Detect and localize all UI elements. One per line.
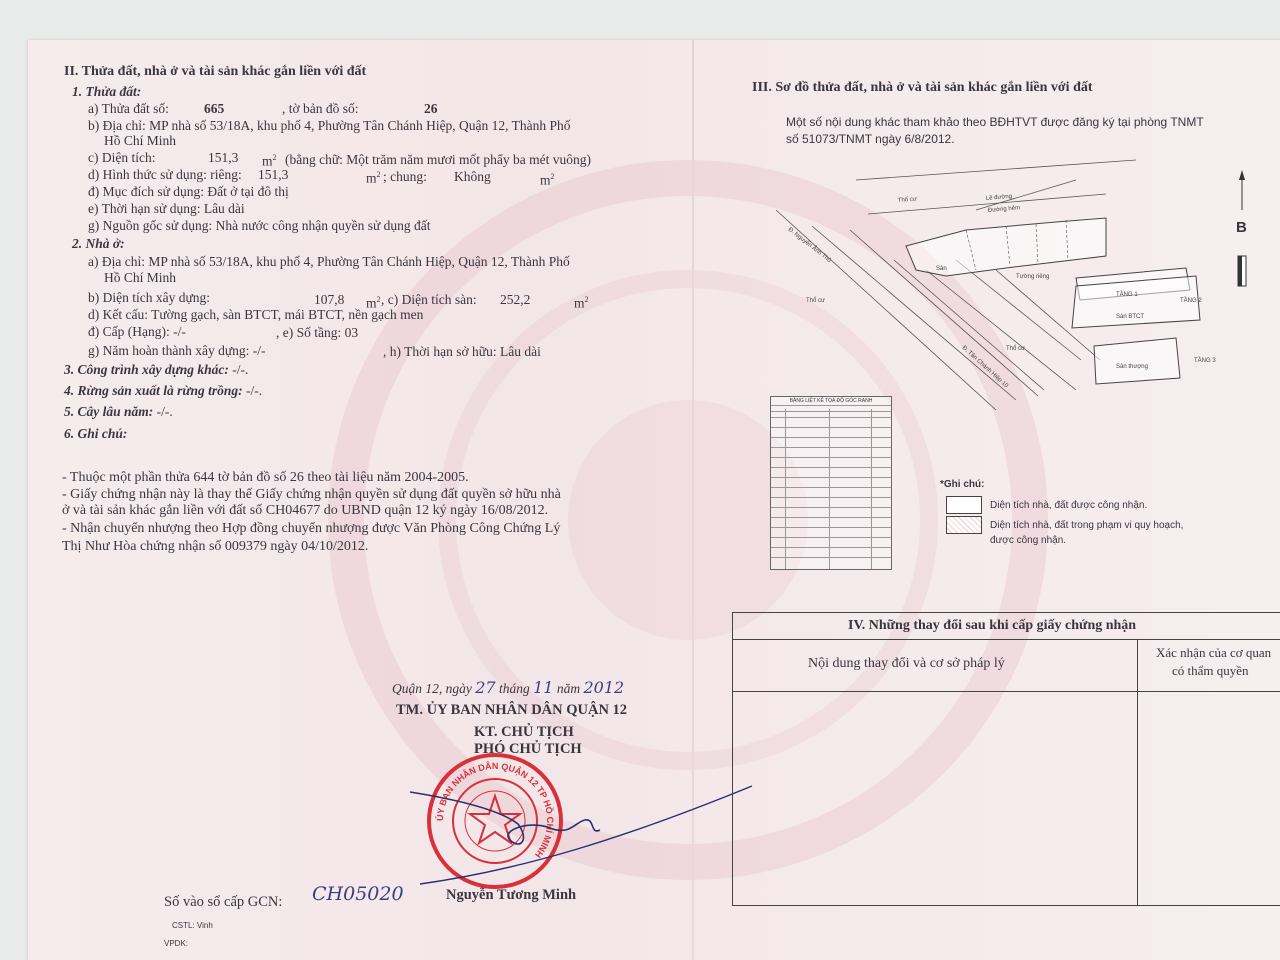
house-address-line2: Hồ Chí Minh xyxy=(104,270,177,285)
section-iii-title: III. Sơ đồ thửa đất, nhà ở và tài sản khác gắn liền với đất xyxy=(752,80,1093,95)
house-grade: đ) Cấp (Hạng): -/- xyxy=(88,324,186,339)
coord-row xyxy=(771,457,891,458)
road-label: Đ. Nguyễn Ảnh Thủ xyxy=(786,226,832,264)
coord-row xyxy=(771,507,891,508)
north-letter: B xyxy=(1236,219,1247,236)
item-4 xyxy=(64,383,262,399)
coord-row xyxy=(771,447,891,448)
sign-day: 27 xyxy=(475,678,496,697)
land-heading: 1. Thửa đất: xyxy=(72,84,142,99)
build-area-unit-text: m xyxy=(366,295,377,311)
build-area-unit: $m^2$ xyxy=(366,295,381,311)
coord-row xyxy=(771,411,891,412)
changes-title: IV. Những thay đổi sau khi cấp giấy chứng nhận xyxy=(848,618,1137,633)
floor-slab-label: Sàn BTCT xyxy=(1116,314,1145,320)
land-area-label: c) Diện tích: xyxy=(88,150,156,165)
item-6: 6. Ghi chú: xyxy=(64,426,128,441)
coordinate-table xyxy=(770,396,892,570)
coord-row xyxy=(771,477,891,478)
floor-3-label: TẦNG 3 xyxy=(1194,358,1216,364)
cstl-note: CSTL: Vinh xyxy=(172,921,213,930)
usage-form-label: d) Hình thức sử dụng: riêng: xyxy=(88,167,242,182)
cert-number-label: Số vào sổ cấp GCN: xyxy=(164,894,283,910)
coord-row xyxy=(771,537,891,538)
usage-form-unit: $m^2$ xyxy=(366,170,381,186)
land-number-label: a) Thửa đất số: xyxy=(88,101,169,116)
changes-col-content: Nội dung thay đổi và cơ sở pháp lý xyxy=(808,656,1005,671)
usage-shared-label: ; chung: xyxy=(383,169,427,184)
sign-date xyxy=(392,680,624,697)
land-area-unit: $m^2$ xyxy=(262,153,277,169)
coord-col xyxy=(785,409,786,569)
changes-header-line xyxy=(733,639,1280,640)
house-address-line1: a) Địa chỉ: MP nhà số 53/18A, khu phố 4, Phường Tân Chánh Hiệp, Quận 12, Thành Phố xyxy=(88,254,570,269)
land-use-label: Thổ cư xyxy=(1006,346,1026,352)
coord-row xyxy=(771,517,891,518)
land-area-value: 151,3 xyxy=(208,150,239,165)
legend-box-planning xyxy=(946,516,982,534)
changes-col-confirm-2: có thẩm quyền xyxy=(1172,663,1249,678)
floor-area-unit-text: m xyxy=(574,295,585,311)
item-3-label: 3. Công trình xây dựng khác: xyxy=(64,362,229,377)
land-address-line1: b) Địa chỉ: MP nhà số 53/18A, khu phố 4, Phường Tân Chánh Hiệp, Quận 12, Thành Phố xyxy=(88,118,571,133)
signer-name: Nguyễn Tương Minh xyxy=(446,887,577,903)
cert-number-value: CH05020 xyxy=(312,883,404,905)
coord-row xyxy=(771,417,891,418)
map-sheet-label: , tờ bản đồ số: xyxy=(282,101,359,116)
build-area-value: 107,8 xyxy=(314,292,345,307)
vpdk-note: VPDK: xyxy=(164,939,189,948)
legend-box-recognized xyxy=(946,496,982,514)
floor-2-label: TẦNG 2 xyxy=(1180,298,1202,304)
road-label: Thổ cư xyxy=(897,196,918,204)
rooftop-label: Sân thượng xyxy=(1116,364,1148,370)
coord-row xyxy=(771,527,891,528)
land-address-line2: Hồ Chí Minh xyxy=(104,133,177,148)
road-label: Đường hẻm xyxy=(987,205,1021,214)
build-area-label: b) Diện tích xây dựng: xyxy=(88,290,211,305)
seal-text: ỦY BAN NHÂN DÂN QUẬN 12 TP HỒ CHÍ MINH xyxy=(434,760,556,860)
floor-count: , e) Số tầng: 03 xyxy=(276,325,359,340)
changes-col-confirm-1: Xác nhận của cơ quan xyxy=(1156,645,1272,660)
coord-row xyxy=(771,427,891,428)
coordinate-table-title: BẢNG LIỆT KÊ TỌA ĐỘ GÓC RANH xyxy=(789,398,873,404)
sign-month-label: tháng xyxy=(498,681,530,696)
note-line: Thị Như Hòa chứng nhận số 009379 ngày 04/10/2012. xyxy=(62,539,369,554)
sign-kt: KT. CHỦ TỊCH xyxy=(474,724,574,740)
wall-label: Tường riêng xyxy=(1016,274,1050,280)
coord-col xyxy=(829,409,830,569)
sign-org: TM. ỦY BAN NHÂN DÂN QUẬN 12 xyxy=(396,702,628,718)
legend-text-recognized: Diện tích nhà, đất được công nhận. xyxy=(990,500,1148,511)
item-5-value: -/-. xyxy=(156,404,173,419)
item-3-value: -/-. xyxy=(232,362,249,377)
land-area-text: (bằng chữ: Một trăm năm mươi mốt phẩy ba mét vuông) xyxy=(285,152,591,167)
map-sheet-value: 26 xyxy=(424,101,438,116)
land-area-unit-text: m xyxy=(262,153,273,169)
coord-row xyxy=(771,497,891,498)
reference-line2: số 51073/TNMT ngày 6/8/2012. xyxy=(786,132,955,146)
coord-row xyxy=(771,557,891,558)
note-line: ở và tài sản khác gắn liền với đất số CH04677 do UBND quận 12 ký ngày 16/08/2012. xyxy=(62,503,549,518)
coord-row xyxy=(771,547,891,548)
completion-year: g) Năm hoàn thành xây dựng: -/- xyxy=(88,343,266,358)
legend-text-planning-2: được công nhận. xyxy=(990,535,1067,546)
floor-area-value: 252,2 xyxy=(500,292,531,307)
usage-shared-unit: $m^2$ xyxy=(540,172,555,188)
sign-role: PHÓ CHỦ TỊCH xyxy=(474,741,582,757)
usage-purpose: đ) Mục đích sử dụng: Đất ở tại đô thị xyxy=(88,184,289,199)
legend-title: *Ghi chú: xyxy=(940,479,985,490)
floor-area-unit: $m^2$ xyxy=(574,295,589,311)
land-use-label: Sân xyxy=(936,266,947,272)
usage-shared-value: Không xyxy=(454,169,491,184)
coord-row xyxy=(771,405,891,406)
land-number-value: 665 xyxy=(204,101,225,116)
item-4-value: -/-. xyxy=(245,383,263,398)
land-use-label: Thổ cư xyxy=(806,298,826,304)
section-ii-title: II. Thửa đất, nhà ở và tài sản khác gắn liền với đất xyxy=(64,64,367,79)
note-line: - Thuộc một phần thửa 644 tờ bản đồ số 26 theo tài liệu năm 2004-2005. xyxy=(62,470,469,485)
note-line: - Giấy chứng nhận này là thay thế Giấy chứng nhận quyền sử dụng đất quyền sở hữu nhà xyxy=(62,487,561,502)
ownership-term: , h) Thời hạn sở hữu: Lâu dài xyxy=(383,344,541,359)
structure: d) Kết cấu: Tường gạch, sàn BTCT, mái BTCT, nền gạch men xyxy=(88,307,424,322)
house-heading: 2. Nhà ở: xyxy=(72,236,125,251)
coord-col xyxy=(871,409,872,569)
reference-line1: Một số nội dung khác tham khảo theo BĐHTVT được đăng ký tại phòng TNMT xyxy=(786,115,1204,129)
item-3 xyxy=(64,362,248,378)
usage-form-value: 151,3 xyxy=(258,167,289,182)
floor-area-label: , c) Diện tích sàn: xyxy=(381,292,477,307)
floor-1-label: TẦNG 1 xyxy=(1116,292,1138,298)
sign-year-label: năm xyxy=(556,681,581,696)
sign-year: 2012 xyxy=(583,678,625,697)
changes-column-divider xyxy=(1137,639,1138,905)
coord-row xyxy=(771,437,891,438)
site-plan xyxy=(776,150,1216,410)
usage-form-unit-text: m xyxy=(366,170,377,186)
sign-date-prefix: Quận 12, ngày xyxy=(392,681,472,696)
usage-term: e) Thời hạn sử dụng: Lâu dài xyxy=(88,201,245,216)
road-label: Đ. Tân Chánh Hiệp 10 xyxy=(960,345,1009,390)
usage-shared-unit-text: m xyxy=(540,172,551,188)
handwritten-signature xyxy=(400,780,760,890)
road-label: Lề đường xyxy=(985,193,1013,202)
changes-header-line xyxy=(733,691,1280,692)
note-line: - Nhận chuyển nhượng theo Hợp đồng chuyển nhượng được Văn Phòng Công Chứng Lý xyxy=(62,521,561,536)
coord-row xyxy=(771,467,891,468)
item-5 xyxy=(64,404,173,420)
item-5-label: 5. Cây lâu năm: xyxy=(64,404,154,419)
item-4-label: 4. Rừng sản xuất là rừng trồng: xyxy=(64,383,243,398)
sign-month: 11 xyxy=(533,678,554,697)
coord-row xyxy=(771,487,891,488)
legend-text-planning-1: Diện tích nhà, đất trong phạm vi quy hoạch, xyxy=(990,520,1184,531)
usage-origin: g) Nguồn gốc sử dụng: Nhà nước công nhận quyền sử dụng đất xyxy=(88,218,431,233)
